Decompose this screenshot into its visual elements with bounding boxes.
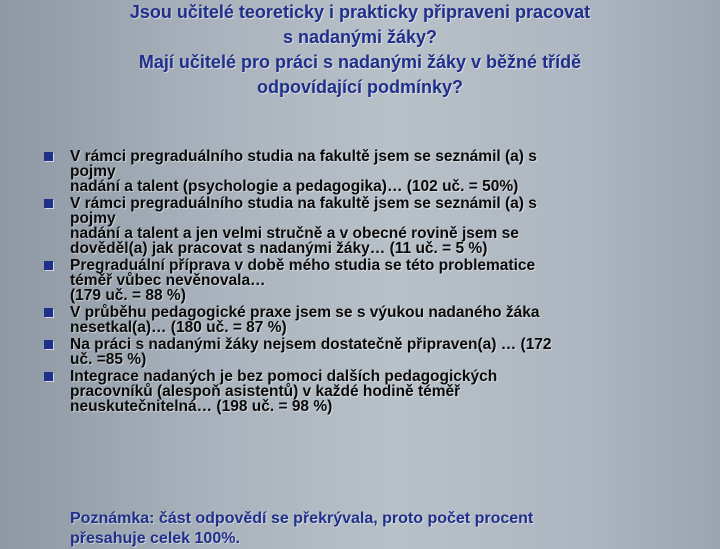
title-line: s nadanými žáky? xyxy=(282,27,438,47)
bullet-text-line: (179 uč. = 88 %) xyxy=(70,287,186,304)
title-line: odpovídající podmínky? xyxy=(256,77,463,97)
square-bullet-icon xyxy=(44,372,53,381)
bullet-text-line: V rámci pregraduálního studia na fakultě jsem se seznámil (a) s xyxy=(70,148,537,165)
bullet-item xyxy=(44,149,684,194)
title-line: Mají učitelé pro práci s nadanými žáky v běžné třídě xyxy=(138,52,582,72)
footnote-line: Poznámka: část odpovědí se překrývala, proto počet procent xyxy=(70,510,534,527)
bullet-item xyxy=(44,337,684,367)
bullet-item xyxy=(44,369,684,414)
bullet-item xyxy=(44,305,684,335)
square-bullet-icon xyxy=(44,308,53,317)
bullet-text-line: nadání a talent (psychologie a pedagogika)… (102 uč. = 50%) xyxy=(70,178,519,195)
bullet-list xyxy=(44,149,684,416)
bullet-item xyxy=(44,196,684,256)
bullet-text-line: pracovníků (alespoň asistentů) v každé hodině téměř xyxy=(70,383,461,400)
bullet-text-line: téměř vůbec nevěnovala… xyxy=(70,272,266,289)
bullet-text-line: nadání a talent a jen velmi stručně a v obecné rovině jsem se xyxy=(70,225,519,242)
bullet-text-line: Pregraduální příprava v době mého studia se této problematice xyxy=(70,257,536,274)
bullet-text-line: nesetkal(a)… (180 uč. = 87 %) xyxy=(70,319,287,336)
square-bullet-icon xyxy=(44,340,53,349)
bullet-item xyxy=(44,258,684,303)
bullet-text-line: pojmy xyxy=(70,210,116,227)
bullet-text-line: uč. =85 %) xyxy=(70,351,147,368)
square-bullet-icon xyxy=(44,261,53,270)
square-bullet-icon xyxy=(44,152,53,161)
bullet-text-line: pojmy xyxy=(70,163,116,180)
square-bullet-icon xyxy=(44,199,53,208)
bullet-text-line: neuskutečnitelná… (198 uč. = 98 %) xyxy=(70,398,333,415)
bullet-text-line: V rámci pregraduálního studia na fakultě jsem se seznámil (a) s xyxy=(70,195,537,212)
bullet-text-line: Na práci s nadanými žáky nejsem dostatečně připraven(a) … (172 xyxy=(70,336,552,353)
bullet-text-line: Integrace nadaných je bez pomoci dalších pedagogických xyxy=(70,368,498,385)
bullet-text-line: dověděl(a) jak pracovat s nadanými žáky… (11 uč. = 5 %) xyxy=(70,240,488,257)
footnote xyxy=(70,509,690,549)
footnote-line: přesahuje celek 100%. xyxy=(70,530,240,547)
bullet-text-line: V průběhu pedagogické praxe jsem se s výukou nadaného žáka xyxy=(70,304,540,321)
title-line: Jsou učitelé teoreticky i prakticky připraveni pracovat xyxy=(129,2,591,22)
slide-title xyxy=(40,0,680,100)
